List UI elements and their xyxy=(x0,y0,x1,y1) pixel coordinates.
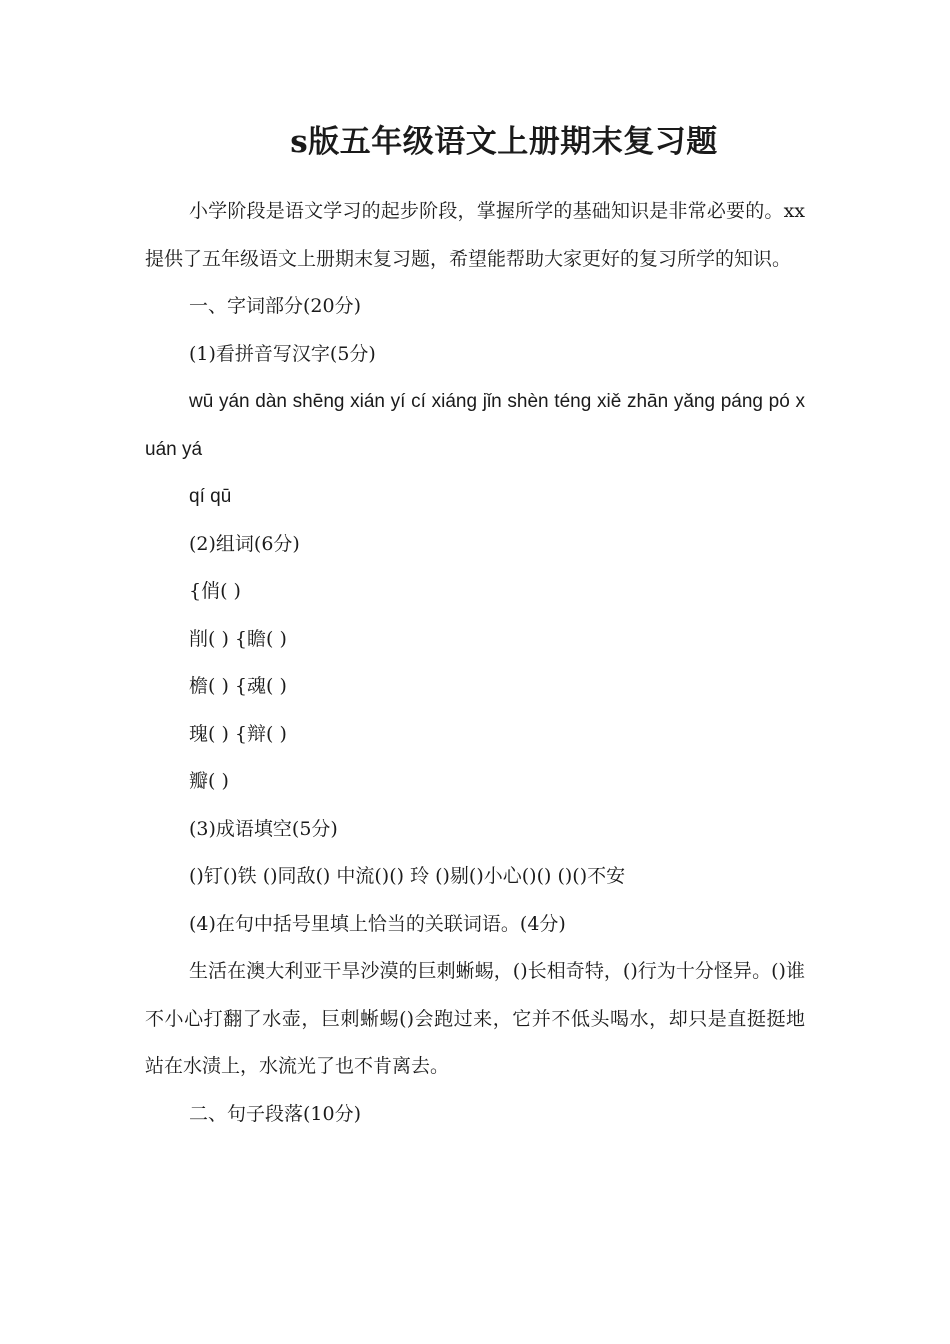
word-formation-line-3: 檐( ) {魂( ) xyxy=(189,675,287,697)
intro-paragraph: 小学阶段是语文学习的起步阶段，掌握所学的基础知识是非常必要的。xx提供了五年级语文上册期末复习题，希望能帮助大家更好的复习所学的知识。 xyxy=(145,200,805,270)
document-body xyxy=(145,188,805,1138)
question-heading-pinyin: (1)看拼音写汉字(5分) xyxy=(189,342,376,365)
pinyin-line-2: qí qū xyxy=(189,486,232,507)
word-formation-line-2: 削( ) {瞻( ) xyxy=(189,627,287,650)
question-heading-word-formation: (2)组词(6分) xyxy=(189,532,300,555)
question-heading-idioms: (3)成语填空(5分) xyxy=(189,817,338,840)
conjunctions-passage: 生活在澳大利亚干旱沙漠的巨刺蜥蜴，()长相奇特，()行为十分怪异。()谁不小心打翻了水壶，巨刺蜥蜴()会跑过来，它并不低头喝水，却只是直挺挺地站在水渍上，水流光了也不肯离去。 xyxy=(145,960,805,1077)
document-title: s版五年级语文上册期末复习题 xyxy=(290,124,718,160)
word-formation-line-1: {俏( ) xyxy=(189,580,241,602)
section-heading-vocabulary: 一、字词部分(20分) xyxy=(189,295,362,317)
question-heading-conjunctions: (4)在句中括号里填上恰当的关联词语。(4分) xyxy=(189,912,566,935)
word-formation-line-4: 瑰( ) {辩( ) xyxy=(189,722,287,745)
word-formation-line-5: 瓣( ) xyxy=(189,770,229,792)
section-heading-sentences: 二、句子段落(10分) xyxy=(189,1102,362,1125)
pinyin-line-1: wū yán dàn shēng xián yí cí xiáng jǐn shèn téng xiě zhān yǎng páng pó xuán yá xyxy=(145,391,805,460)
idioms-blanks: ()钉()铁 ()同敌() 中流()() 玲 ()剔()小心()() ()()不安 xyxy=(189,865,626,887)
